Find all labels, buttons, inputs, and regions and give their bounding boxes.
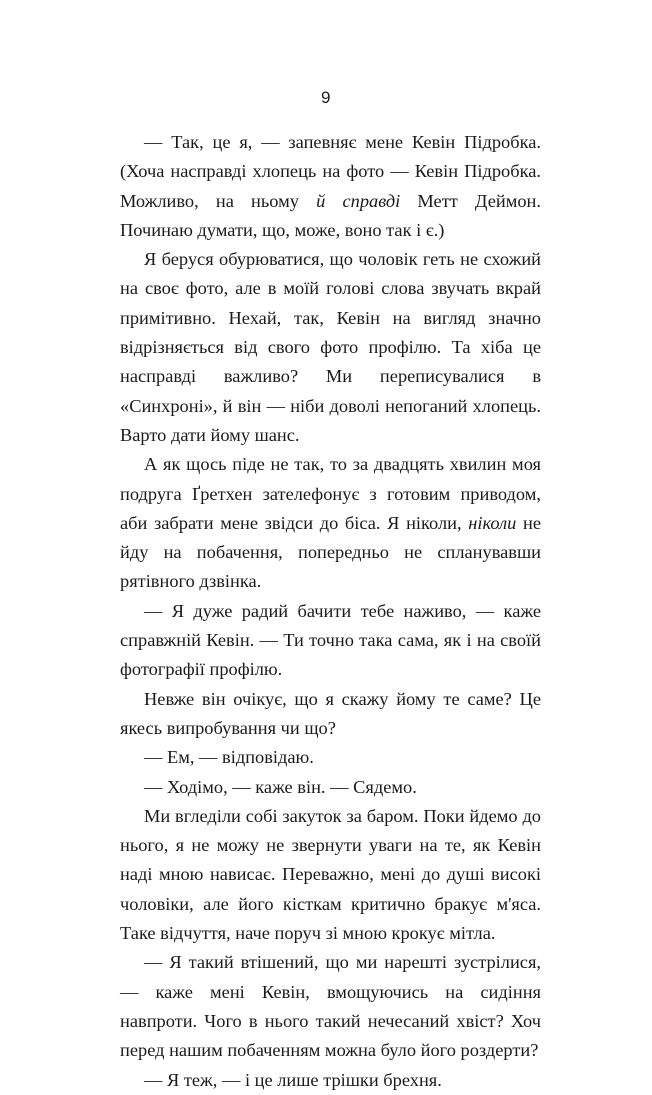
paragraph-3-italic-emphasis: ніколи [468,512,517,533]
paragraph-6-text: — Ем, — відповідаю. [144,747,314,768]
body-text [120,128,541,1095]
paragraph-3 [120,450,541,596]
paragraph-5-text: Невже він очікує, що я скажу йому те саме? Це якесь випробування чи що? [120,688,541,738]
paragraph-9 [120,948,541,1065]
paragraph-4 [120,597,541,685]
paragraph-2 [120,245,541,450]
paragraph-5 [120,685,541,744]
paragraph-3-text-b: не йду на побачення, попередньо не спланувавши рятівного дзвінка. [120,512,541,592]
paragraph-1-text-a: — Так, це я, — запевняє мене Кевін Підробка. (Хоча насправді хлопець на фото — Кевін Підробка. Можливо, на ньому [120,132,541,211]
paragraph-10 [120,1066,541,1095]
paragraph-1 [120,128,541,245]
paragraph-10-text: — Я теж, — і це лише трішки брехня. [144,1069,442,1090]
paragraph-2-text: Я беруся обурюватися, що чоловік геть не схожий на своє фото, але в моїй голові слова звучать вкрай примітивно. Нехай, так, Кевін на вигляд значно відрізняється від свого фото профілю. Та хіба це насправді важливо? Ми переписувалися в «Синхроні», й він — ніби доволі непоганий хлопець. Варто дати йому шанс. [120,249,541,445]
paragraph-1-text-b: Метт Деймон. Починаю думати, що, може, воно так і є.) [120,190,541,240]
paragraph-4-text: — Я дуже радий бачити тебе наживо, — каже справжній Кевін. — Ти точно така сама, як і на своїй фотографії профілю. [120,600,541,680]
paragraph-7 [120,773,541,802]
paragraph-8-text: Ми вгледіли собі закуток за баром. Поки йдемо до нього, я не можу не звернути уваги на те, як Кевін наді мною нависає. Переважно, мені до душі високі чоловіки, але його кісткам критично бракує м'яса. Таке відчуття, наче поруч зі мною крокує мітла. [120,805,541,944]
paragraph-6 [120,743,541,772]
paragraph-9-text: — Я такий втішений, що ми нарешті зустрілися, — каже мені Кевін, вмощуючись на сидіння навпроти. Чого в нього такий нечесаний хвіст? Хоч перед нашим побаченням можна було його роздерти? [120,952,541,1061]
paragraph-1-italic-emphasis: й справді [316,190,401,211]
paragraph-3-text-a: А як щось піде не так, то за двадцять хвилин моя подруга Ґретхен зателефонує з готовим приводом, аби забрати мене звідси до біса. Я ніколи, [120,454,541,533]
page-number: 9 [321,88,331,107]
paragraph-8 [120,802,541,948]
paragraph-7-text: — Ходімо, — каже він. — Сядемо. [144,776,417,797]
